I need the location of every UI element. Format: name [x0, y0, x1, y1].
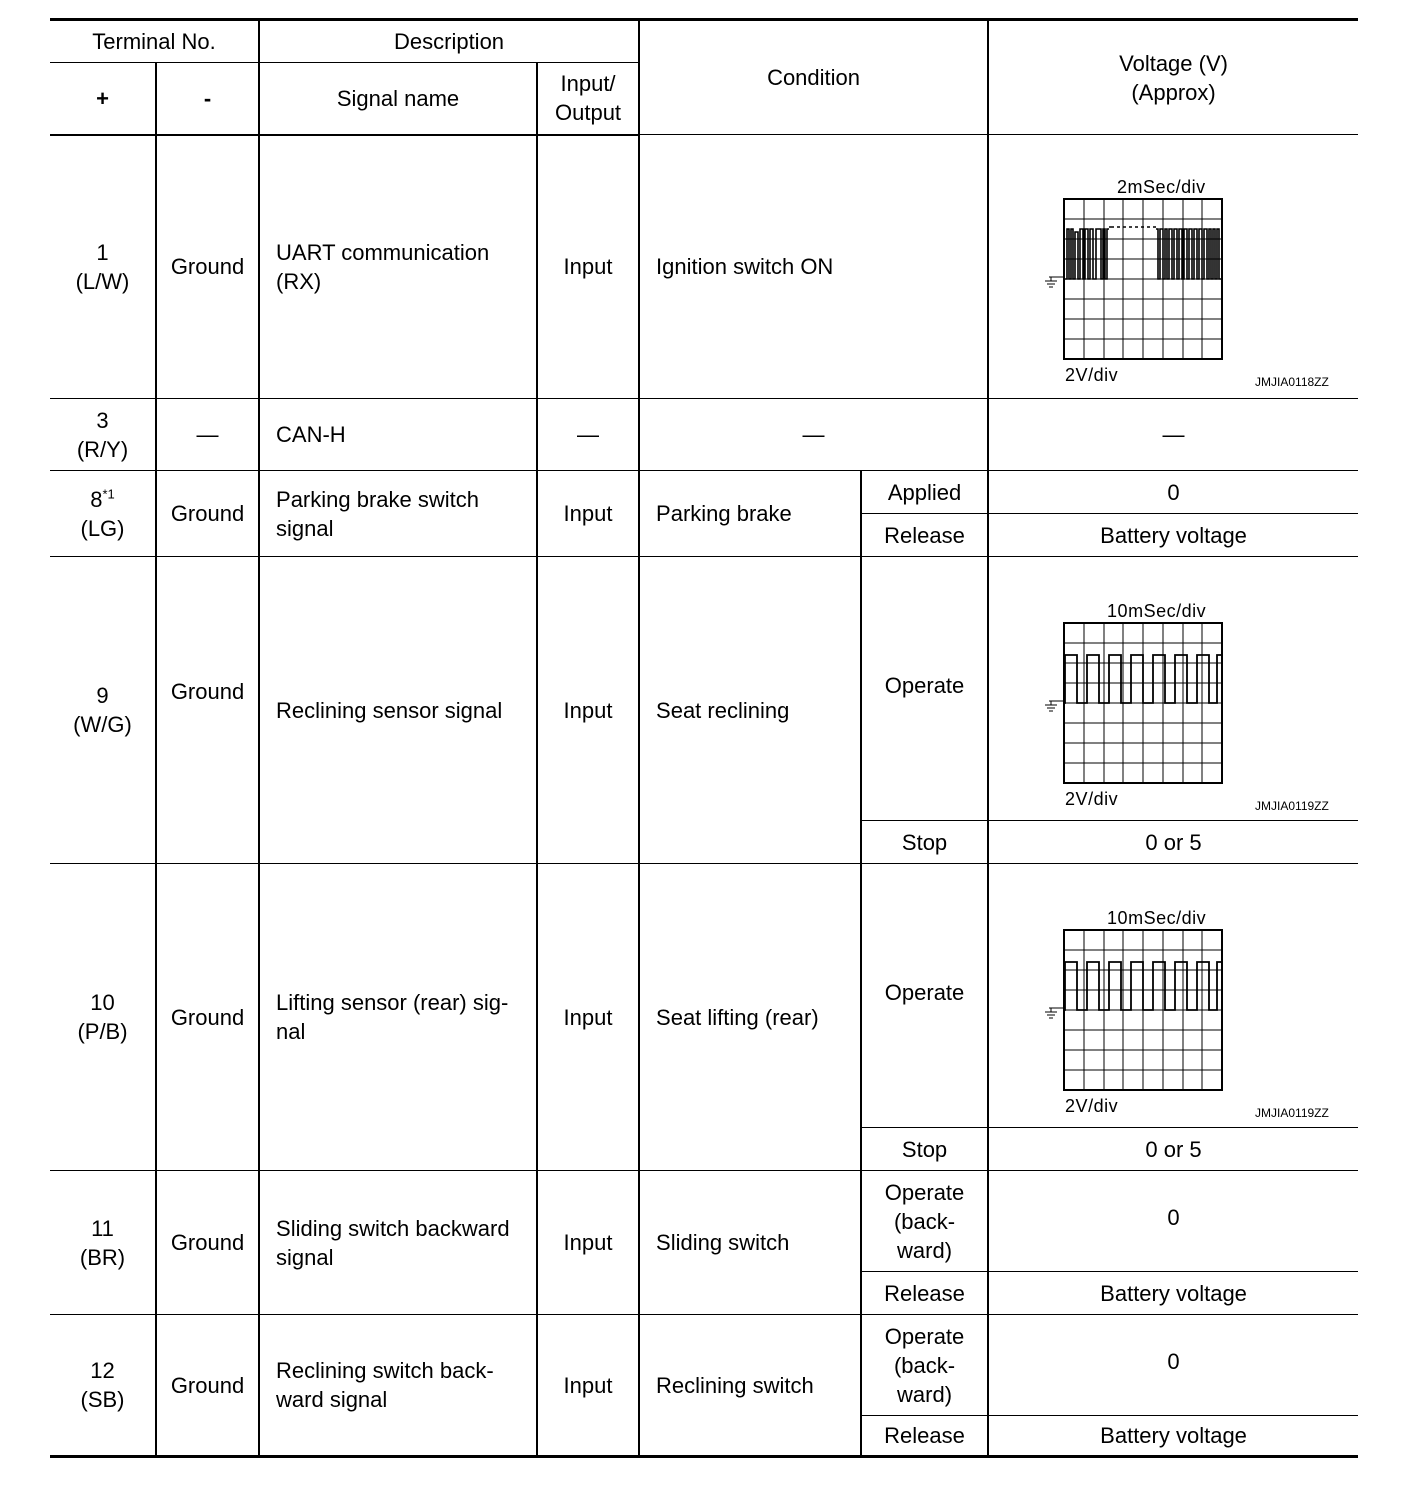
table-row [50, 1315, 1358, 1416]
condition-cell: Reclining switch [639, 1315, 861, 1457]
wire-color: (P/B) [77, 1019, 128, 1044]
signal-cell [259, 471, 537, 557]
terminal-cell [50, 557, 156, 864]
oscilloscope [989, 864, 1358, 1127]
signal-cell: CAN-H [259, 399, 537, 471]
wire-color: (L/W) [75, 268, 130, 294]
header-plus: + [50, 63, 156, 135]
signal-line-2: (RX) [276, 268, 322, 294]
terminal-number: 10 [90, 990, 115, 1015]
condition-cell: Parking brake [639, 471, 861, 557]
voltage-cell: — [988, 399, 1358, 471]
terminal-cell [50, 864, 156, 1171]
state-line-3: ward) [897, 1381, 953, 1407]
table-row [50, 557, 1358, 821]
state-cell: Release [861, 1272, 988, 1315]
state-cell: Applied [861, 471, 988, 514]
signal-line-1: Reclining switch back- [276, 1358, 494, 1383]
state-cell [861, 1315, 988, 1416]
state-cell: Release [861, 514, 988, 557]
state-line-1: Operate [884, 1323, 965, 1349]
terminal-number-value: 8 [90, 486, 103, 512]
signal-line-1: Sliding switch backward [276, 1215, 510, 1241]
voltage-cell [988, 557, 1358, 821]
state-line-2: (back- [893, 1352, 956, 1378]
scope-graph [989, 864, 1359, 1127]
state-cell: Release [861, 1416, 988, 1457]
io-cell: Input [537, 135, 639, 399]
table-row [50, 135, 1358, 399]
signal-line-1: UART communication [276, 239, 490, 265]
condition-cell: — [639, 399, 988, 471]
header-io-line-2: Output [555, 100, 622, 126]
io-cell: Input [537, 1171, 639, 1315]
minus-cell: Ground [156, 864, 259, 1171]
scope-figure-code: JMJIA0119ZZ [1255, 1106, 1329, 1120]
signal-cell: Reclining sensor signal [259, 557, 537, 864]
voltage-cell: 0 or 5 [988, 1128, 1358, 1171]
terminal-cell [50, 1171, 156, 1315]
header-condition: Condition [639, 20, 988, 135]
header-voltage-approx: (Approx) [1131, 79, 1216, 105]
signal-line-2: signal [276, 1244, 334, 1270]
footnote-mark: *1 [102, 486, 115, 502]
scope-volt-div: 2V/div [1065, 789, 1119, 809]
signal-cell [259, 864, 537, 1171]
header-voltage [988, 20, 1358, 135]
terminal-number: 3 [96, 407, 109, 433]
voltage-cell [988, 864, 1358, 1128]
signal-line-1: Lifting sensor (rear) sig- [276, 990, 509, 1015]
minus-cell: Ground [156, 557, 259, 864]
oscilloscope [989, 557, 1358, 820]
voltage-cell: Battery voltage [988, 1416, 1358, 1457]
header-voltage-label: Voltage (V) [1119, 50, 1228, 76]
wire-color: (R/Y) [76, 436, 129, 462]
io-cell: — [537, 399, 639, 471]
condition-cell: Ignition switch ON [639, 135, 988, 399]
ground-symbol-icon [1045, 1008, 1064, 1018]
io-cell: Input [537, 864, 639, 1171]
scope-time-div: 2mSec/div [1117, 177, 1206, 197]
signal-line-2: nal [276, 1019, 306, 1044]
header-description: Description [259, 20, 639, 63]
wire-color: (BR) [79, 1244, 126, 1270]
state-cell: Stop [861, 821, 988, 864]
state-line-2: (back- [893, 1208, 956, 1234]
header-input-output [537, 63, 639, 135]
scope-volt-div: 2V/div [1065, 365, 1119, 385]
signal-line-2: ward signal [276, 1387, 388, 1412]
signal-line-2: signal [276, 515, 334, 541]
terminal-number [50, 485, 155, 514]
scope-waveform [1064, 962, 1222, 1010]
state-cell [861, 1171, 988, 1272]
wire-color: (LG) [80, 515, 125, 541]
voltage-cell [988, 135, 1358, 399]
minus-cell: Ground [156, 135, 259, 399]
voltage-cell: 0 [988, 471, 1358, 514]
header-signal-name: Signal name [259, 63, 537, 135]
io-cell: Input [537, 1315, 639, 1457]
state-cell: Operate [861, 557, 988, 821]
condition-cell: Seat reclining [639, 557, 861, 864]
condition-cell: Seat lifting (rear) [639, 864, 861, 1171]
scope-time-div: 10mSec/div [1107, 908, 1207, 928]
voltage-cell: 0 or 5 [988, 821, 1358, 864]
io-cell: Input [537, 557, 639, 864]
voltage-cell: 0 [988, 1315, 1358, 1416]
table-row [50, 471, 1358, 514]
voltage-cell: 0 [988, 1171, 1358, 1272]
voltage-cell: Battery voltage [988, 1272, 1358, 1315]
table-row [50, 864, 1358, 1128]
state-line-3: ward) [897, 1237, 953, 1263]
io-cell: Input [537, 471, 639, 557]
scope-volt-div: 2V/div [1065, 1096, 1119, 1116]
table-row [50, 399, 1358, 471]
state-cell: Operate [861, 864, 988, 1128]
state-line-1: Operate [884, 1179, 965, 1205]
terminal-number: 1 [96, 239, 109, 265]
scope-graph [989, 557, 1359, 820]
wire-color: (W/G) [73, 712, 132, 737]
signal-cell [259, 1315, 537, 1457]
state-cell: Stop [861, 1128, 988, 1171]
terminal-cell [50, 399, 156, 471]
minus-cell: Ground [156, 1171, 259, 1315]
wire-color: (SB) [80, 1387, 125, 1412]
signal-cell [259, 135, 537, 399]
header-minus: - [156, 63, 259, 135]
header-io-line-1: Input/ [560, 71, 616, 97]
scope-time-div: 10mSec/div [1107, 601, 1207, 621]
scope-waveform [1064, 655, 1222, 703]
voltage-cell: Battery voltage [988, 514, 1358, 557]
scope-figure-code: JMJIA0118ZZ [1255, 375, 1329, 389]
terminal-number: 9 [96, 683, 109, 708]
terminal-cell [50, 471, 156, 557]
minus-cell: — [156, 399, 259, 471]
ground-symbol-icon [1045, 701, 1064, 711]
terminal-cell [50, 135, 156, 399]
oscilloscope [989, 135, 1358, 398]
minus-cell: Ground [156, 1315, 259, 1457]
scope-graph [989, 135, 1359, 398]
ground-symbol-icon [1045, 277, 1064, 287]
condition-cell: Sliding switch [639, 1171, 861, 1315]
minus-cell: Ground [156, 471, 259, 557]
header-terminal-no: Terminal No. [50, 20, 259, 63]
terminal-number: 11 [91, 1215, 114, 1241]
terminal-table [50, 18, 1358, 1458]
scope-figure-code: JMJIA0119ZZ [1255, 799, 1329, 813]
header-row-1 [50, 20, 1358, 63]
signal-cell [259, 1171, 537, 1315]
signal-line-1: Parking brake switch [276, 486, 479, 512]
table-row [50, 1171, 1358, 1272]
terminal-number: 12 [90, 1358, 115, 1383]
terminal-cell [50, 1315, 156, 1457]
